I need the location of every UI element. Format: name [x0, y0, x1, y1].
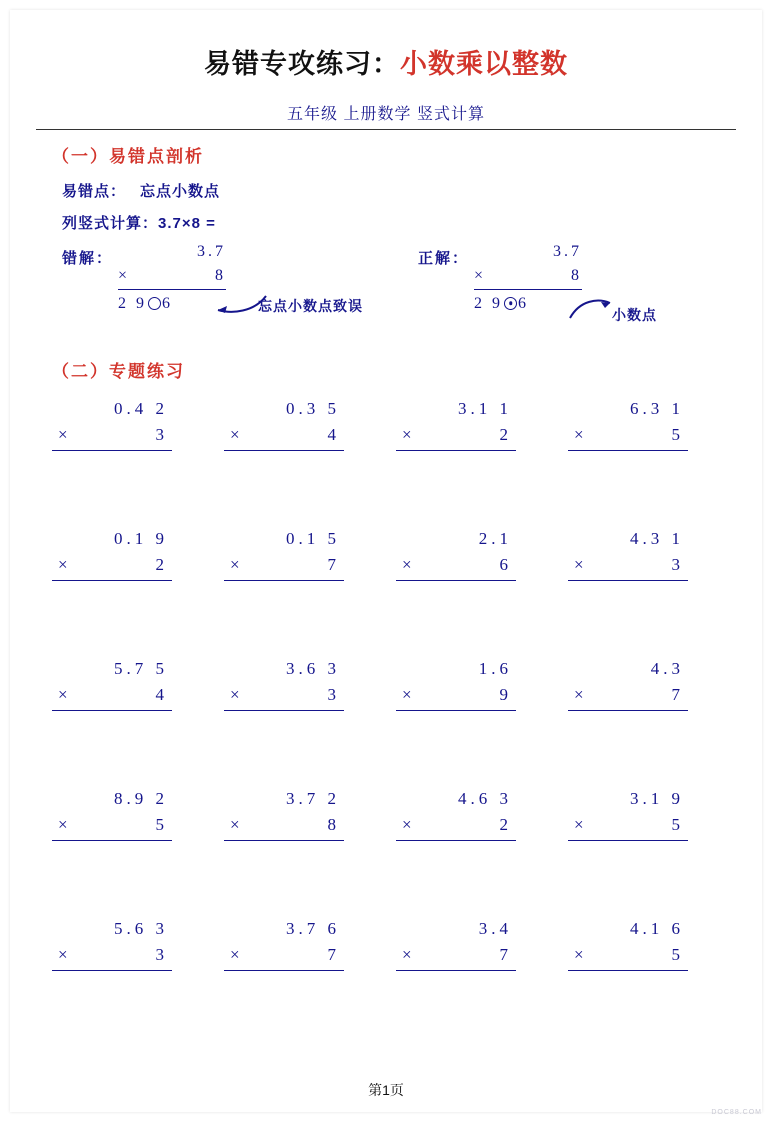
correct-multiplier-row — [474, 264, 582, 288]
problem-multiplicand: 1.6 — [478, 659, 512, 678]
problem-multiplier-row — [396, 682, 516, 708]
practice-problem — [568, 786, 688, 841]
problem-multiplier: 7 — [327, 555, 340, 574]
multiply-operator: × — [402, 555, 412, 574]
problem-multiplier: 3 — [155, 425, 168, 444]
practice-problem — [52, 786, 172, 841]
multiply-operator: × — [58, 945, 68, 964]
header-divider — [36, 129, 736, 130]
practice-problem — [224, 656, 344, 711]
answer-line[interactable] — [224, 580, 344, 581]
practice-problem — [52, 916, 172, 971]
problem-multiplier-row — [396, 422, 516, 448]
practice-row — [52, 786, 724, 916]
problem-multiplier: 8 — [327, 815, 340, 834]
multiply-operator: × — [58, 685, 68, 704]
problem-multiplicand: 0.1 9 — [114, 529, 168, 548]
answer-line[interactable] — [396, 710, 516, 711]
correct-note-arrow-icon — [566, 296, 614, 324]
answer-line[interactable] — [52, 580, 172, 581]
practice-problem — [396, 396, 516, 451]
answer-line[interactable] — [52, 970, 172, 971]
problem-multiplier-row — [568, 812, 688, 838]
multiply-operator: × — [230, 815, 240, 834]
practice-problem — [568, 396, 688, 451]
multiply-operator: × — [574, 685, 584, 704]
problem-multiplier-row — [52, 552, 172, 578]
problem-multiplier: 5 — [155, 815, 168, 834]
problem-multiplier: 2 — [499, 425, 512, 444]
practice-problem — [568, 656, 688, 711]
practice-problem — [224, 396, 344, 451]
problem-multiplier: 7 — [327, 945, 340, 964]
problem-multiplicand: 8.9 2 — [114, 789, 168, 808]
page-number: 第1页 — [368, 1082, 404, 1098]
multiply-operator: × — [118, 267, 131, 284]
practice-problem — [568, 916, 688, 971]
practice-grid — [52, 396, 724, 1046]
answer-line[interactable] — [568, 970, 688, 971]
problem-multiplier-row — [396, 942, 516, 968]
problem-multiplicand: 4.1 6 — [630, 919, 684, 938]
multiply-operator: × — [574, 555, 584, 574]
answer-line[interactable] — [224, 970, 344, 971]
title-black-part: 易错专攻练习： — [204, 49, 400, 79]
problem-multiplier: 5 — [671, 945, 684, 964]
title-red-part: 小数乘以整数 — [400, 49, 568, 79]
problem-multiplicand: 0.4 2 — [114, 399, 168, 418]
watermark: DOC88.COM — [711, 1109, 762, 1116]
answer-line[interactable] — [52, 840, 172, 841]
practice-problem — [396, 656, 516, 711]
practice-problem — [396, 786, 516, 841]
practice-problem — [52, 396, 172, 451]
practice-row — [52, 396, 724, 526]
problem-multiplicand: 2.1 — [478, 529, 512, 548]
wrong-answer-mid: 9 — [136, 295, 147, 312]
answer-line[interactable] — [224, 450, 344, 451]
multiply-operator: × — [402, 815, 412, 834]
problem-multiplier: 3 — [155, 945, 168, 964]
multiply-operator: × — [58, 555, 68, 574]
error-point-value: 忘点小数点 — [140, 183, 221, 200]
problem-multiplier: 2 — [155, 555, 168, 574]
multiply-operator: × — [230, 945, 240, 964]
problem-multiplicand: 3.6 3 — [286, 659, 340, 678]
wrong-example-vertical-sum — [118, 240, 226, 316]
problem-multiplier-row — [396, 812, 516, 838]
answer-line[interactable] — [568, 580, 688, 581]
problem-multiplicand: 5.6 3 — [114, 919, 168, 938]
practice-problem — [224, 526, 344, 581]
multiply-operator: × — [230, 685, 240, 704]
problem-multiplier-row — [568, 942, 688, 968]
problem-multiplicand: 3.4 — [478, 919, 512, 938]
decimal-point-circle-icon — [504, 297, 517, 310]
problem-multiplier: 5 — [671, 815, 684, 834]
correct-note-text: 小数点 — [612, 307, 657, 323]
practice-row — [52, 916, 724, 1046]
problem-multiplicand: 3.1 9 — [630, 789, 684, 808]
multiply-operator: × — [58, 815, 68, 834]
problem-multiplicand: 3.7 6 — [286, 919, 340, 938]
problem-multiplier-row — [52, 422, 172, 448]
problem-multiplier: 4 — [155, 685, 168, 704]
problem-multiplicand: 4.3 1 — [630, 529, 684, 548]
multiply-operator: × — [402, 425, 412, 444]
problem-multiplicand: 6.3 1 — [630, 399, 684, 418]
problem-multiplier: 3 — [327, 685, 340, 704]
answer-line[interactable] — [396, 840, 516, 841]
problem-multiplicand: 3.1 1 — [458, 399, 512, 418]
correct-multiplicand: 3.7 — [553, 243, 582, 260]
practice-problem — [52, 656, 172, 711]
problem-multiplicand: 0.3 5 — [286, 399, 340, 418]
problem-multiplier-row — [568, 552, 688, 578]
answer-line[interactable] — [568, 450, 688, 451]
problem-multiplier: 9 — [499, 685, 512, 704]
multiply-operator: × — [574, 945, 584, 964]
multiply-operator: × — [574, 425, 584, 444]
answer-line[interactable] — [568, 840, 688, 841]
page-subtitle: 五年级 上册数学 竖式计算 — [287, 106, 485, 123]
problem-multiplier: 7 — [499, 945, 512, 964]
example-prompt: 列竖式计算：3.7×8 = — [62, 215, 216, 232]
answer-line[interactable] — [396, 580, 516, 581]
problem-multiplicand: 0.1 5 — [286, 529, 340, 548]
answer-line[interactable] — [52, 710, 172, 711]
problem-multiplier: 7 — [671, 685, 684, 704]
problem-multiplier-row — [224, 552, 344, 578]
multiply-operator: × — [230, 555, 240, 574]
practice-problem — [224, 786, 344, 841]
multiply-operator: × — [402, 685, 412, 704]
problem-multiplicand: 5.7 5 — [114, 659, 168, 678]
wrong-multiplicand: 3.7 — [197, 243, 226, 260]
wrong-answer-right: 6 — [162, 295, 173, 312]
problem-multiplicand: 3.7 2 — [286, 789, 340, 808]
practice-row — [52, 656, 724, 786]
practice-problem — [568, 526, 688, 581]
problem-multiplier-row — [52, 942, 172, 968]
multiply-operator: × — [230, 425, 240, 444]
problem-multiplier: 5 — [671, 425, 684, 444]
problem-multiplier: 6 — [499, 555, 512, 574]
problem-multiplier-row — [224, 422, 344, 448]
practice-problem — [224, 916, 344, 971]
multiply-operator: × — [474, 267, 487, 284]
answer-line[interactable] — [52, 450, 172, 451]
problem-multiplier-row — [224, 812, 344, 838]
problem-multiplier-row — [396, 552, 516, 578]
answer-line[interactable] — [224, 710, 344, 711]
error-point-label: 易错点： — [62, 183, 127, 200]
problem-multiplier-row — [224, 682, 344, 708]
problem-multiplier: 2 — [499, 815, 512, 834]
page-title — [0, 42, 772, 81]
wrong-multiplier-row — [118, 264, 226, 288]
practice-problem — [52, 526, 172, 581]
correct-answer-left: 2 — [474, 295, 485, 312]
problem-multiplier-row — [224, 942, 344, 968]
practice-problem — [396, 526, 516, 581]
answer-line[interactable] — [396, 450, 516, 451]
answer-line[interactable] — [568, 710, 688, 711]
multiply-operator: × — [574, 815, 584, 834]
section-two-heading: （二）专题练习 — [52, 362, 185, 381]
problem-multiplier-row — [52, 812, 172, 838]
answer-line[interactable] — [224, 840, 344, 841]
answer-line[interactable] — [396, 970, 516, 971]
correct-multiplier: 8 — [571, 267, 582, 284]
problem-multiplier: 4 — [327, 425, 340, 444]
wrong-answer-row — [118, 290, 226, 316]
wrong-solution-label: 错解： — [62, 250, 114, 267]
problem-multiplier-row — [52, 682, 172, 708]
problem-multiplicand: 4.6 3 — [458, 789, 512, 808]
multiply-operator: × — [58, 425, 68, 444]
wrong-multiplier: 8 — [215, 267, 226, 284]
practice-problem — [396, 916, 516, 971]
correct-answer-right: 6 — [518, 295, 529, 312]
problem-multiplicand: 4.3 — [650, 659, 684, 678]
correct-answer-mid: 9 — [492, 295, 503, 312]
correct-solution-label: 正解： — [418, 250, 470, 267]
wrong-answer-left: 2 — [118, 295, 129, 312]
problem-multiplier-row — [568, 682, 688, 708]
wrong-note-text: 忘点小数点致误 — [258, 298, 363, 314]
problem-multiplier-row — [568, 422, 688, 448]
missing-decimal-point-circle-icon — [148, 297, 161, 310]
section-one-heading: （一）易错点剖析 — [52, 147, 204, 166]
multiply-operator: × — [402, 945, 412, 964]
problem-multiplier: 3 — [671, 555, 684, 574]
practice-row — [52, 526, 724, 656]
